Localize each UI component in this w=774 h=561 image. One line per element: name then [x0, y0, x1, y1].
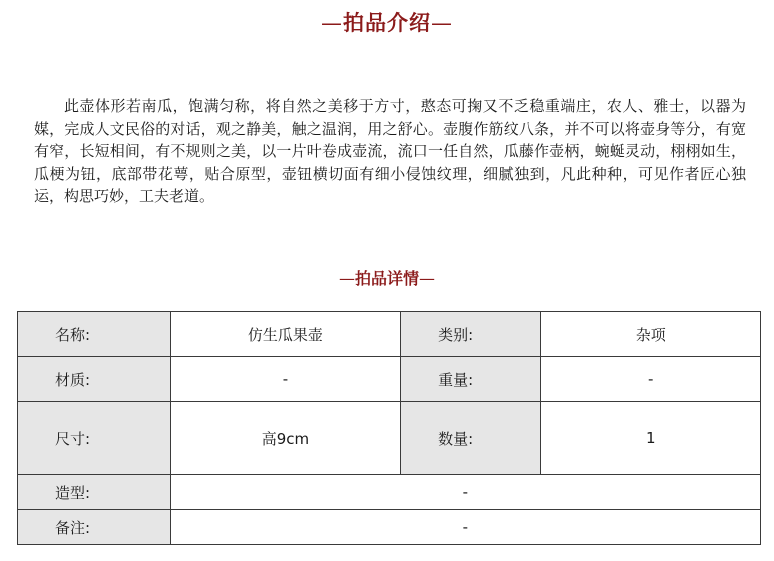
intro-heading — [0, 8, 774, 38]
table-row — [18, 402, 761, 475]
remarks-value: - — [170, 510, 760, 545]
heading-dash-right: — — [419, 269, 435, 288]
weight-value: - — [541, 357, 761, 402]
weight-label: 重量: — [401, 357, 541, 402]
size-value: 高9cm — [170, 402, 400, 475]
details-heading — [0, 267, 774, 291]
details-table — [17, 311, 761, 545]
remarks-label: 备注: — [18, 510, 171, 545]
intro-heading-text: 拍品介绍 — [343, 11, 431, 35]
category-value: 杂项 — [541, 312, 761, 357]
quantity-value: 1 — [541, 402, 761, 475]
details-heading-text: 拍品详情 — [354, 269, 419, 288]
heading-dash-right: — — [431, 11, 453, 35]
table-row — [18, 510, 761, 545]
intro-paragraph: 此壶体形若南瓜，饱满匀称，将自然之美移于方寸，憨态可掬又不乏稳重端庄，农人、雅士，以器为媒，完成人文民俗的对话，观之静美，触之温润，用之舒心。壶腹作筋纹八条，并不可以将壶身等分，有宽有窄，长短相间，有不规则之美，以一片叶卷成壶流，流口一任自然，瓜藤作壶柄，蜿蜒灵动，栩栩如生，瓜梗为钮，底部带花萼，贴合原型，壶钮横切面有细小侵蚀纹理，细腻独到，凡此种种，可见作者匠心独运，构思巧妙，工夫老道。 — [34, 97, 746, 205]
shape-value: - — [170, 475, 760, 510]
material-value: - — [170, 357, 400, 402]
name-value: 仿生瓜果壶 — [170, 312, 400, 357]
category-label: 类别: — [401, 312, 541, 357]
heading-dash-left: — — [338, 269, 355, 288]
heading-dash-left: — — [321, 11, 343, 35]
table-row — [18, 475, 761, 510]
table-row — [18, 312, 761, 357]
shape-label: 造型: — [18, 475, 171, 510]
size-label: 尺寸: — [18, 402, 171, 475]
table-row — [18, 357, 761, 402]
quantity-label: 数量: — [401, 402, 541, 475]
material-label: 材质: — [18, 357, 171, 402]
name-label: 名称: — [18, 312, 171, 357]
